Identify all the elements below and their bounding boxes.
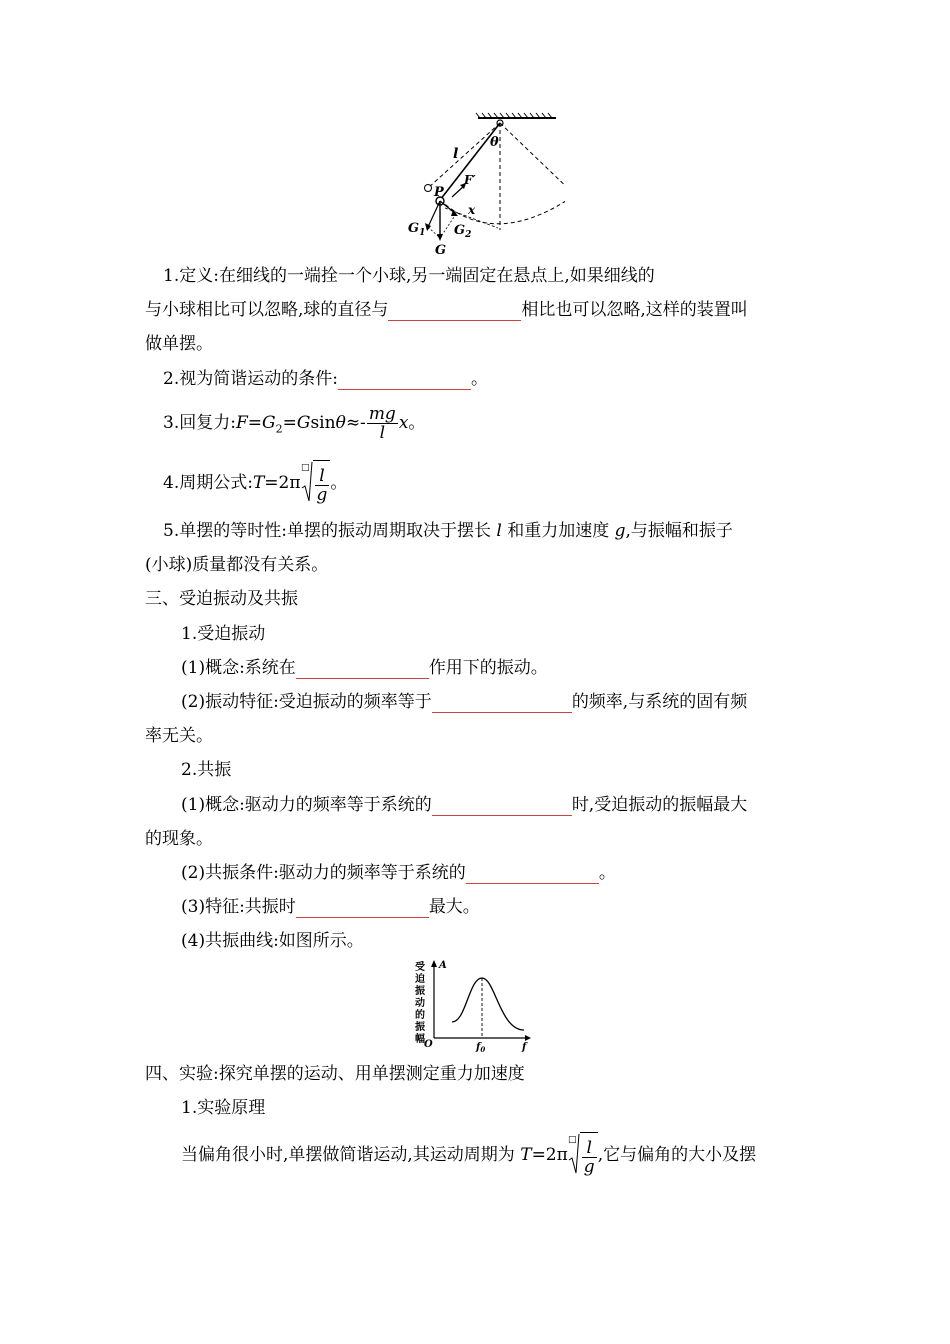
section-heading-4: 四、实验:探究单摆的运动、用单摆测定重力加速度	[145, 1064, 525, 1084]
label-G: G	[435, 243, 447, 258]
resonance-p4: (4)共振曲线:如图所示。	[181, 931, 364, 951]
blank-line[interactable]	[296, 660, 429, 679]
blank-line[interactable]	[296, 899, 429, 918]
section-heading-3: 三、受迫振动及共振	[145, 589, 298, 609]
exp-line: 当偏角很小时,单摆做简谐运动,其运动周期为 T=2π □ $\frac{l}{g}$ ,它与偏角的大小及摆	[181, 1132, 756, 1179]
curve-ylabel-6: 振	[415, 1022, 425, 1033]
curve-ylabel-4: 动	[415, 998, 425, 1009]
s3-line: 3.回复力$:F=G_2=Gsin\theta\approx-$ $\frac{mg}{l}$ x。	[163, 404, 426, 443]
curve-axis-f: f	[522, 1042, 527, 1053]
sqrt-l-over-g: □ $\frac{l}{g}$	[568, 1132, 598, 1179]
resonance-p1-cont: 的现象。	[145, 829, 213, 849]
resonance-title: 2.共振	[181, 760, 232, 780]
blank-line[interactable]	[388, 302, 521, 321]
s1-line1: 1.定义:在细线的一端拴一个小球,另一端固定在悬点上,如果细线的	[163, 266, 655, 286]
resonance-curve-diagram	[412, 958, 537, 1058]
label-x: x	[468, 203, 476, 217]
blank-line[interactable]	[338, 371, 471, 390]
label-F-prime: F′	[464, 173, 476, 187]
blank-line[interactable]	[432, 694, 572, 713]
fraction-mg-over-l: $\frac{mg}{l}$	[368, 404, 396, 443]
curve-origin: O	[424, 1039, 433, 1050]
curve-ylabel-7: 幅	[415, 1034, 425, 1045]
label-G2: $G_2$	[454, 223, 472, 240]
s5-line2: (小球)质量都没有关系。	[145, 555, 329, 575]
curve-ylabel-2: 迫	[415, 974, 425, 985]
label-G1: $G_1$	[408, 221, 426, 238]
s5-line1: 5.单摆的等时性:单摆的振动周期取决于摆长 l 和重力加速度 g,与振幅和振子	[163, 521, 733, 541]
placeholder-box: □	[567, 1135, 577, 1145]
curve-ylabel-1: 受	[415, 962, 425, 973]
s4-line: 4.周期公式:T=2π □ $\frac{l}{g}$ 。	[163, 460, 347, 507]
forced-p2-cont: 率无关。	[145, 726, 213, 746]
s1-line3: 做单摆。	[145, 334, 213, 354]
s1-line2: 与小球相比可以忽略,球的直径与 相比也可以忽略,这样的装置叫	[145, 300, 748, 320]
placeholder-box: □	[300, 463, 310, 473]
resonance-p1: (1)概念:驱动力的频率等于系统的 时,受迫振动的振幅最大	[181, 795, 748, 815]
exp-title: 1.实验原理	[181, 1098, 266, 1118]
curve-f0: $f_0$	[476, 1042, 486, 1054]
blank-line[interactable]	[466, 865, 599, 884]
forced-title: 1.受迫振动	[181, 624, 266, 644]
s2-line: 2.视为简谐运动的条件: 。	[163, 369, 488, 389]
curve-ylabel-3: 振	[415, 986, 425, 997]
resonance-p3: (3)特征:共振时 最大。	[181, 897, 480, 917]
forced-p2: (2)振动特征:受迫振动的频率等于 的频率,与系统的固有频	[181, 692, 748, 712]
blank-line[interactable]	[432, 797, 572, 816]
resonance-p2: (2)共振条件:驱动力的频率等于系统的 。	[181, 863, 616, 883]
forced-p1: (1)概念:系统在 作用下的振动。	[181, 658, 548, 678]
sqrt-l-over-g: □ $\frac{l}{g}$	[301, 460, 331, 507]
curve-ylabel-5: 的	[415, 1010, 425, 1021]
label-P: P	[434, 185, 444, 200]
label-theta: θ	[490, 135, 499, 150]
label-l: l	[453, 146, 459, 162]
pendulum-diagram	[400, 110, 565, 260]
curve-axis-A: A	[439, 960, 447, 971]
